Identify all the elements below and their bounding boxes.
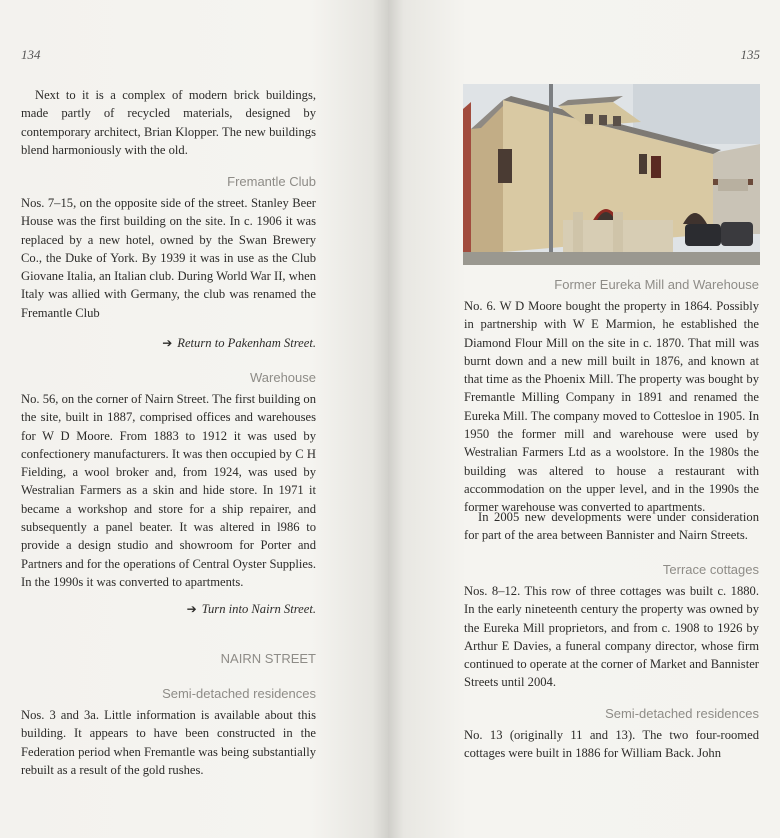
warehouse-text: No. 56, on the corner of Nairn Street. The first building on the site, built in 1887, comprised offices and warehouses for W D Moore. From 1883 to 1912 it was used by confectionery manufacturers. It was then occupied by C H Fielding, a wool broker and, from 1924, was used by Westralian Farmers as a skin and hide store. In 1971 it became a workshop and store for a ship repairer, and subsequently a panel beater. It was altered in l986 to provide a design studio and showroom for Porter and Partners and for the operations of Central Oyster Supplies. In the 1990s it was converted to apartments. xyxy=(21,392,316,589)
page-number-right: 135 xyxy=(740,47,760,62)
page-number-left: 134 xyxy=(21,47,41,62)
intro-paragraph: Next to it is a complex of modern brick buildings, made partly of recycled materials, designed by contemporary architect, Brian Klopper. The new buildings blend harmoniously with the old. xyxy=(21,88,316,157)
heading-terrace-cottages: Terrace cottages xyxy=(662,562,759,577)
street-heading: NAIRN STREET xyxy=(220,651,316,666)
terrace-cottages-text: Nos. 8–12. This row of three cottages was built c. 1880. In the early nineteenth century the property was owned by the Eureka Mill proprietors, and from c. 1908 to 1926 by Arthur E Davies, a funeral company director, whose firm continued to operate at the corner of Market and Bannister Streets until 2004. xyxy=(464,584,759,690)
eureka-mill-text-2: In 2005 new developments were under consideration for part of the area between Bannister and Nairn Streets. xyxy=(464,510,759,543)
arrow-right-icon: ➔ xyxy=(186,602,197,616)
eureka-mill-photo xyxy=(463,84,760,265)
direction-return xyxy=(21,334,316,352)
fremantle-club-text: Nos. 7–15, on the opposite side of the street. Stanley Beer House was the first building on the site. In c. 1906 it was replaced by a new hotel, owned by the Swan Brewery Co., the Duke of York. By 1939 it was in use as the Club Giovane Italia, an Italian club. During World War II, when Italy was allied with Germany, the club was renamed the Fremantle Club xyxy=(21,196,316,320)
direction-turn xyxy=(21,600,316,618)
arrow-right-icon: ➔ xyxy=(162,336,173,350)
heading-semi-detached-left: Semi-detached residences xyxy=(162,686,316,701)
semi-detached-text-left: Nos. 3 and 3a. Little information is available about this building. It appears to have been constructed in the Federation period when Fremantle was being substantially rebuilt as a result of the gold rushes. xyxy=(21,708,316,777)
heading-semi-detached-right: Semi-detached residences xyxy=(605,706,759,721)
eureka-mill-text: No. 6. W D Moore bought the property in 1864. Possibly in partnership with W E Marmion, he established the Diamond Flour Mill on the site in c. 1870. That mill was burnt down and a new mill built in 1876, and known at that time as the Phoenix Mill. The property was bought by Fremantle Milling Company in 1891 and renamed the Eureka Mill. The company moved to Cottesloe in 1905. In 1950 the former mill and warehouse were used by Westralian Farmers Ltd as a woolstore. In the 1980s the building was altered to house a restaurant with accommodation on the upper level, and in the 1990s the former warehouse was converted to apartments. xyxy=(464,299,759,515)
semi-detached-text-right: No. 13 (originally 11 and 13). The two four-roomed cottages were built in 1886 for William Back. John xyxy=(464,728,759,761)
direction-return-text: Return to Pakenham Street. xyxy=(177,336,316,350)
eureka-mill-photo-illustration xyxy=(463,84,760,265)
direction-turn-text: Turn into Nairn Street. xyxy=(201,602,316,616)
heading-fremantle-club: Fremantle Club xyxy=(227,174,316,189)
heading-warehouse: Warehouse xyxy=(250,370,316,385)
photo-caption: Former Eureka Mill and Warehouse xyxy=(554,277,759,292)
